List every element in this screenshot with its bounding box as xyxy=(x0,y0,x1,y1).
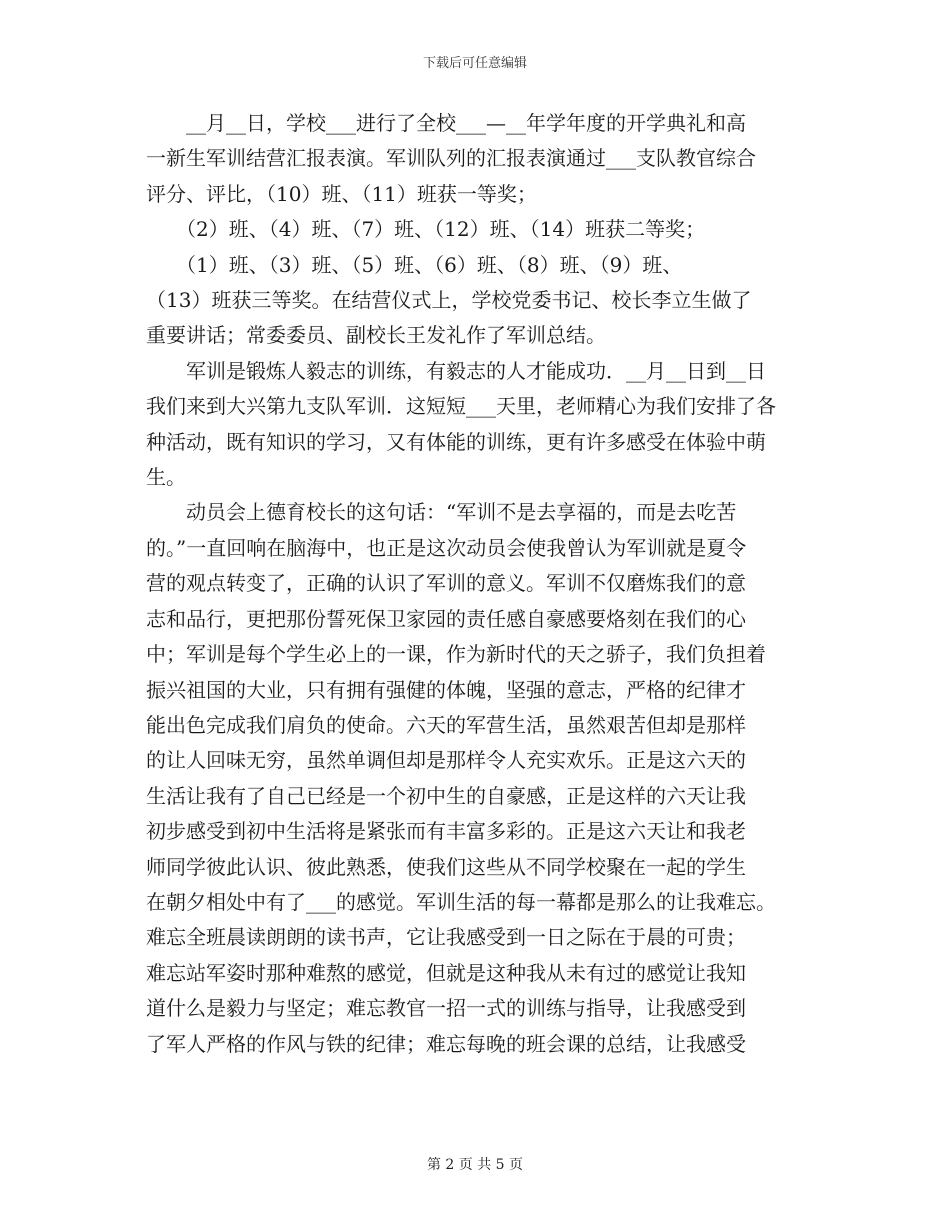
text-line: 种活动，既有知识的学习，又有体能的训练，更有许多感受在体验中萌 xyxy=(146,429,766,454)
text-line: 在朝夕相处中有了___的感觉。军训生活的每一幕都是那么的让我难忘。 xyxy=(146,889,776,914)
page-header: 下载后可任意编辑 xyxy=(422,56,527,71)
text-line: 的。”一直回响在脑海中，也正是这次动员会使我曾认为军训就是夏令 xyxy=(146,535,747,560)
page-footer: 第 2 页 共 5 页 xyxy=(426,1157,524,1173)
document-body xyxy=(146,106,806,1062)
text-line: 生。 xyxy=(146,465,186,490)
text-line: 动员会上德育校长的这句话：“军训不是去享福的，而是去吃苦 xyxy=(186,500,737,525)
text-line: 营的观点转变了，正确的认识了军训的意义。军训不仅磨炼我们的意 xyxy=(146,571,746,596)
text-line: 评分、评比，（10）班、（11）班获一等奖； xyxy=(146,181,537,206)
paragraph-ceremony xyxy=(146,106,806,212)
text-line: 能出色完成我们肩负的使命。六天的军营生活，虽然艰苦但却是那样 xyxy=(146,712,746,737)
text-line: （13）班获三等奖。在结营仪式上，学校党委书记、校长李立生做了 xyxy=(146,288,752,313)
text-line: 道什么是毅力与坚定；难忘教官一招一式的训练与指导，让我感受到 xyxy=(146,996,746,1021)
paragraph-training-intro xyxy=(146,354,806,496)
text-line: 难忘全班晨读朗朗的读书声，它让我感受到一日之际在于晨的可贵； xyxy=(146,925,746,950)
text-line: （2）班、（4）班、（7）班、（12）班、（14）班获二等奖； xyxy=(176,217,706,242)
text-line: 的让人回味无穷，虽然单调但却是那样令人充实欢乐。正是这六天的 xyxy=(146,748,746,773)
text-line: __月__日，学校___进行了全校___—__年学年度的开学典礼和高 xyxy=(186,111,746,135)
text-line: 重要讲话；常委委员、副校长王发礼作了军训总结。 xyxy=(146,323,606,348)
paragraph-third-prize xyxy=(146,248,806,354)
text-line: （1）班、（3）班、（5）班、（6）班、（8）班、（9）班、 xyxy=(176,252,683,277)
text-line: 初步感受到初中生活将是紧张而有丰富多彩的。正是这六天让和我老 xyxy=(146,819,746,844)
paragraph-reflection xyxy=(146,495,806,1062)
text-line: 振兴祖国的大业，只有拥有强健的体魄，坚强的意志，严格的纪律才 xyxy=(146,677,746,702)
text-line: 军训是锻炼人毅志的训练，有毅志的人才能成功．__月__日到__日 xyxy=(186,358,766,383)
text-line: 生活让我有了自己已经是一个初中生的自豪感，正是这样的六天让我 xyxy=(146,783,746,808)
text-line: 难忘站军姿时那种难熬的感觉，但就是这种我从未有过的感觉让我知 xyxy=(146,960,746,985)
paragraph-second-prize xyxy=(146,212,806,247)
text-line: 中；军训是每个学生必上的一课，作为新时代的天之骄子，我们负担着 xyxy=(146,642,766,667)
text-line: 我们来到大兴第九支队军训．这短短___天里，老师精心为我们安排了各 xyxy=(146,394,776,419)
text-line: 师同学彼此认识、彼此熟悉，使我们这些从不同学校聚在一起的学生 xyxy=(146,854,746,879)
text-line: 了军人严格的作风与铁的纪律；难忘每晚的班会课的总结，让我感受 xyxy=(146,1031,746,1056)
text-line: 志和品行，更把那份誓死保卫家园的责任感自豪感要烙刻在我们的心 xyxy=(146,606,746,631)
text-line: 一新生军训结营汇报表演。军训队列的汇报表演通过___支队教官综合 xyxy=(146,146,756,171)
